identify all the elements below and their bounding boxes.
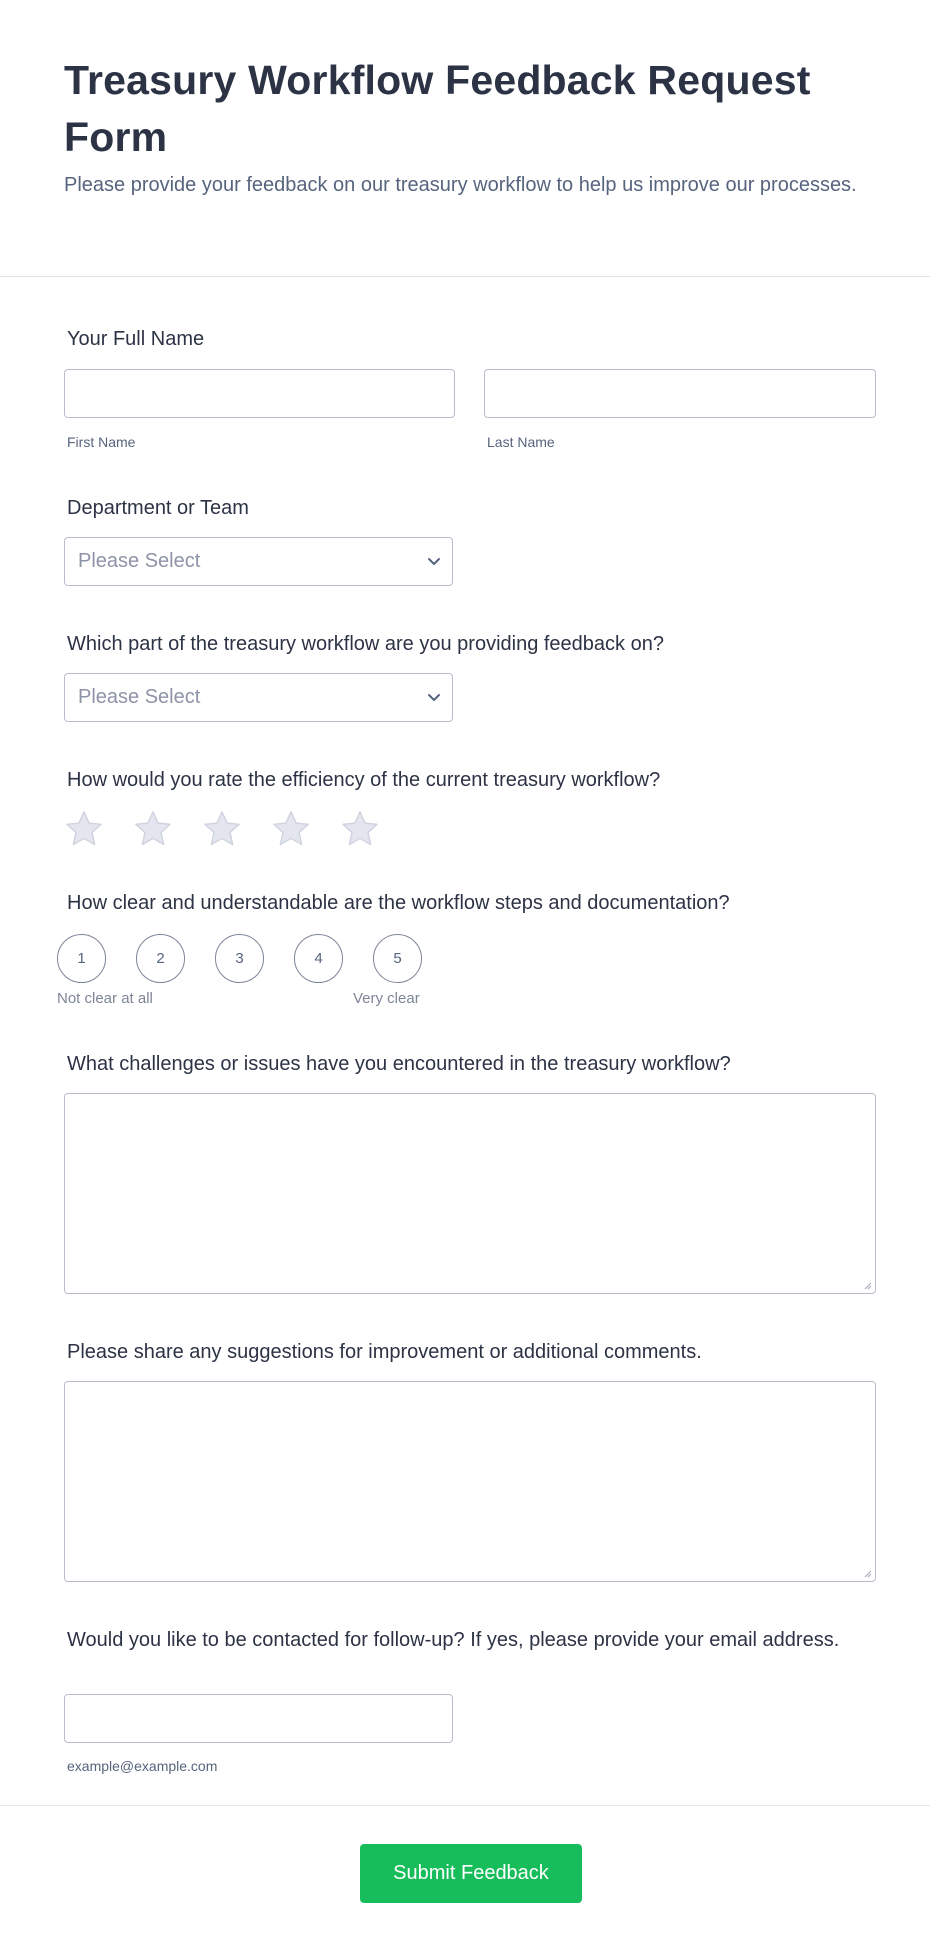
scale-option-3[interactable]: 3 [215, 934, 264, 983]
department-placeholder: Please Select [78, 550, 201, 572]
chevron-down-icon [426, 553, 442, 569]
star-icon[interactable] [63, 808, 105, 850]
star-icon[interactable] [270, 808, 312, 850]
department-select[interactable] [64, 537, 453, 586]
clarity-label: How clear and understandable are the workflow steps and documentation? [67, 892, 730, 914]
suggestions-textarea[interactable] [64, 1381, 876, 1582]
resize-handle-icon[interactable] [862, 1280, 872, 1290]
last-name-sublabel: Last Name [487, 434, 555, 450]
form-title: Treasury Workflow Feedback Request Form [64, 57, 811, 160]
efficiency-label: How would you rate the efficiency of the current treasury workflow? [67, 769, 661, 791]
email-input[interactable] [64, 1694, 453, 1743]
suggestions-label: Please share any suggestions for improvement or additional comments. [67, 1341, 702, 1363]
scale-min-caption: Not clear at all [57, 990, 153, 1007]
scale-max-caption: Very clear [353, 990, 420, 1007]
challenges-textarea[interactable] [64, 1093, 876, 1294]
last-name-input[interactable] [484, 369, 876, 418]
workflow-part-placeholder: Please Select [78, 686, 201, 708]
challenges-label: What challenges or issues have you encountered in the treasury workflow? [67, 1053, 731, 1075]
contact-label: Would you like to be contacted for follow-up? If yes, please provide your email address. [67, 1629, 840, 1651]
first-name-input[interactable] [64, 369, 455, 418]
scale-option-2[interactable]: 2 [136, 934, 185, 983]
scale-option-4[interactable]: 4 [294, 934, 343, 983]
form-subtitle: Please provide your feedback on our treasury workflow to help us improve our processes. [64, 174, 857, 196]
footer-divider [0, 1805, 930, 1806]
workflow-part-select[interactable] [64, 673, 453, 722]
scale-option-1[interactable]: 1 [57, 934, 106, 983]
submit-button[interactable]: Submit Feedback [360, 1844, 582, 1903]
full-name-label: Your Full Name [67, 328, 205, 350]
star-icon[interactable] [132, 808, 174, 850]
first-name-sublabel: First Name [67, 434, 136, 450]
scale-option-5[interactable]: 5 [373, 934, 422, 983]
email-sublabel: example@example.com [67, 1758, 218, 1774]
star-icon[interactable] [339, 808, 381, 850]
workflow-part-label: Which part of the treasury workflow are you providing feedback on? [67, 633, 664, 655]
chevron-down-icon [426, 689, 442, 705]
form-header [0, 0, 930, 277]
department-label: Department or Team [67, 497, 249, 519]
resize-handle-icon[interactable] [862, 1568, 872, 1578]
star-icon[interactable] [201, 808, 243, 850]
